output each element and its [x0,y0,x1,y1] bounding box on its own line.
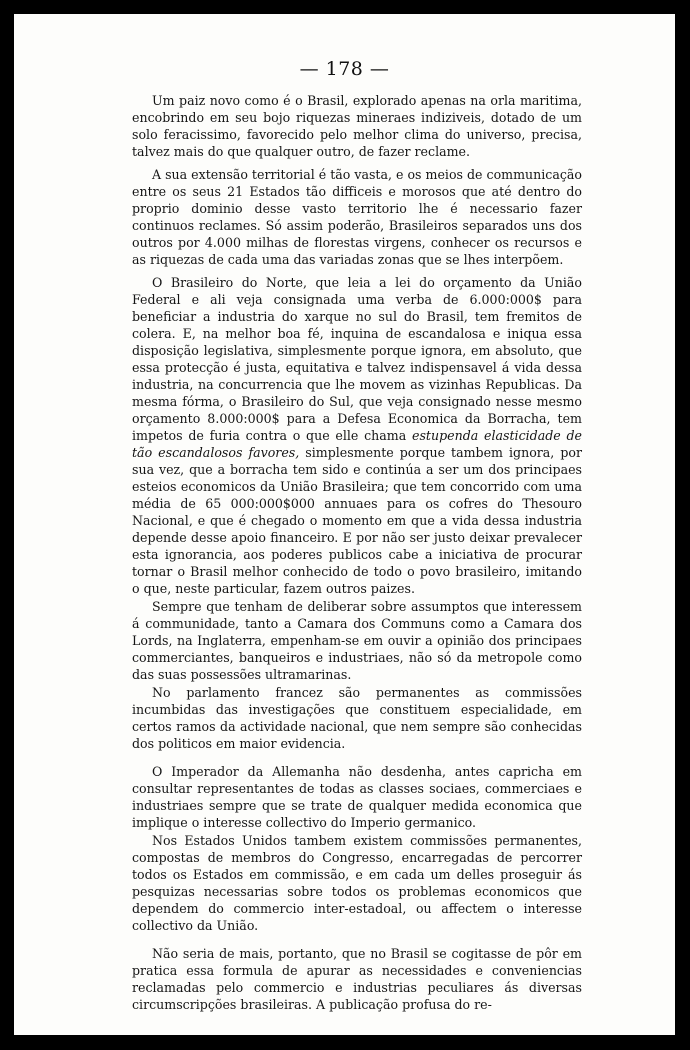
paragraph-5: No parlamento francez são permanentes as commissões incumbidas das investigações que constituem especialidade, em certos ramos da actividade nacional, que nem sempre são conhecidas dos politicos em maior evidencia. [132,685,582,751]
paragraph-3-emphasis: estupenda elasticidade de tão escandalosos favores, [132,428,582,460]
paragraph-3-continuation: simplesmente porque tambem ignora, por sua vez, que a borracha tem sido e continúa a ser um dos principaes esteios economicos da União Brasileira; que tem concorrido com uma média de 65 000:000$000 annuaes para os cofres do Thesouro Nacional, e que é chegado o momento em que a vida dessa industria depende desse apoio financeiro. E por não ser justo deixar prevalecer esta ignorancia, aos poderes publicos cabe a iniciativa de procurar tornar o Brasil melhor conhecido de todo o povo brasileiro, imitando o que, neste particular, fazem outros paizes. [132,445,582,596]
paragraph-3-text: O Brasileiro do Norte, que leia a lei do orçamento da União Federal e ali veja consignada uma verba de 6.000:000$ para beneficiar a industria do xarque no sul do Brasil, tem fremitos de colera. E, na melhor boa fé, inquina de escandalosa e iniqua essa disposição legislativa, simplesmente porque ignora, em absoluto, que essa protecção é justa, equitativa e talvez indispensavel á vida dessa industria, na concurrencia que lhe movem as vizinhas Republicas. Da mesma fórma, o Brasileiro do Sul, que veja consignado nesse mesmo orçamento 8.000:000$ para a Defesa Economica da Borracha, tem impetos de furia contra o que elle chama [132,275,582,443]
document-page [14,14,675,1035]
page-number: — 178 — [299,58,390,80]
paragraph-4: Sempre que tenham de deliberar sobre assumptos que interessem á communidade, tanto a Camara dos Communs como a Camara dos Lords, na Inglaterra, empenham-se em ouvir a opinião dos principaes commerciantes, banqueiros e industriaes, não só da metropole como das suas possessões ultramarinas. [132,599,582,682]
body-text [132,92,582,1019]
paragraph-1: Um paiz novo como é o Brasil, explorado apenas na orla maritima, encobrindo em seu bojo riquezas mineraes indiziveis, dotado de um solo feracissimo, favorecido pelo melhor clima do universo, precisa, talvez mais do que qualquer outro, de fazer reclame. [132,93,582,159]
paragraph-6: O Imperador da Allemanha não desdenha, antes capricha em consultar representantes de todas as classes sociaes, commerciaes e industriaes sempre que se trate de qualquer medida economica que implique o interesse collectivo do Imperio germanico. [132,764,582,830]
paragraph-3 [132,274,582,597]
paragraph-7: Nos Estados Unidos tambem existem commissões permanentes, compostas de membros do Congresso, encarregadas de percorrer todos os Estados em commissão, e em cada um delles proseguir ás pesquizas necessarias sobre todos os problemas economicos que dependem do commercio inter-estadoal, ou affectem o interesse collectivo da União. [132,833,582,933]
paragraph-2: A sua extensão territorial é tão vasta, e os meios de communicação entre os seus 21 Estados tão difficeis e morosos que até dentro do proprio dominio desse vasto territorio lhe é necessario fazer continuos reclames. Só assim poderão, Brasileiros separados uns dos outros por 4.000 milhas de florestas virgens, conhecer os recursos e as riquezas de cada uma das variadas zonas que se lhes interpõem. [132,167,582,267]
paragraph-8: Não seria de mais, portanto, que no Brasil se cogitasse de pôr em pratica essa formula de apurar as necessidades e conveniencias reclamadas pelo commercio e industrias peculiares ás diversas circumscripções brasileiras. A publicação profusa do re- [132,946,582,1012]
